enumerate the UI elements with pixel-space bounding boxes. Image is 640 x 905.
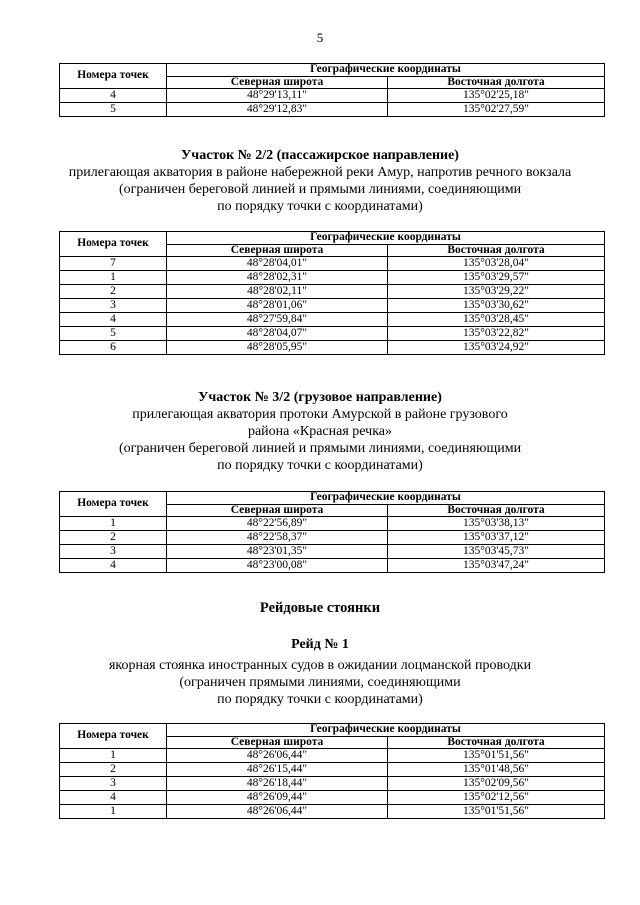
table-row bbox=[60, 327, 605, 341]
table-row bbox=[60, 531, 605, 545]
latitude-cell: 48°23'00,08" bbox=[167, 559, 388, 573]
longitude-cell: 135°03'28,45" bbox=[388, 313, 605, 327]
table-row bbox=[60, 103, 605, 117]
point-number-cell: 1 bbox=[60, 517, 167, 531]
coordinates-table-3 bbox=[59, 491, 605, 573]
point-number-cell: 4 bbox=[60, 791, 167, 805]
longitude-cell: 135°03'38,13" bbox=[388, 517, 605, 531]
section-3-line: (ограничен береговой линией и прямыми линиями, соединяющими bbox=[118, 441, 522, 456]
point-number-cell: 4 bbox=[60, 559, 167, 573]
longitude-cell: 135°01'51,56" bbox=[388, 805, 605, 819]
section-4-line: якорная стоянка иностранных судов в ожидании лоцманской проводки bbox=[108, 658, 532, 673]
latitude-cell: 48°26'09,44" bbox=[167, 791, 388, 805]
point-number-cell: 1 bbox=[60, 749, 167, 763]
section-3-line: по порядку точки с координатами) bbox=[217, 458, 423, 473]
header-latitude: Северная широта bbox=[167, 504, 388, 517]
longitude-cell: 135°02'12,56" bbox=[388, 791, 605, 805]
latitude-cell: 48°29'12,83" bbox=[167, 103, 388, 117]
page-number: 5 bbox=[316, 30, 324, 45]
table-row bbox=[60, 805, 605, 819]
latitude-cell: 48°28'05,95" bbox=[167, 341, 388, 355]
header-geo: Географические координаты bbox=[167, 724, 605, 737]
table-row bbox=[60, 749, 605, 763]
table-row bbox=[60, 285, 605, 299]
table-row bbox=[60, 545, 605, 559]
header-latitude: Северная широта bbox=[167, 736, 388, 749]
section-4-line: (ограничен прямыми линиями, соединяющими bbox=[179, 675, 461, 690]
header-geo: Географические координаты bbox=[167, 232, 605, 245]
table-row bbox=[60, 517, 605, 531]
latitude-cell: 48°26'15,44" bbox=[167, 763, 388, 777]
header-longitude: Восточная долгота bbox=[388, 244, 605, 257]
point-number-cell: 5 bbox=[60, 327, 167, 341]
table-row bbox=[60, 89, 605, 103]
section-2-line: прилегающая акватория в районе набережной реки Амур, напротив речного вокзала bbox=[68, 165, 572, 180]
table-row bbox=[60, 313, 605, 327]
header-latitude: Северная широта bbox=[167, 244, 388, 257]
section-4-title: Рейд № 1 bbox=[291, 637, 349, 652]
latitude-cell: 48°28'02,31" bbox=[167, 271, 388, 285]
section-2-title: Участок № 2/2 (пассажирское направление) bbox=[181, 148, 459, 163]
coordinates-table-4 bbox=[59, 723, 605, 819]
table-row bbox=[60, 341, 605, 355]
coordinates-table-1 bbox=[59, 63, 605, 117]
point-number-cell: 5 bbox=[60, 103, 167, 117]
longitude-cell: 135°03'30,62" bbox=[388, 299, 605, 313]
header-longitude: Восточная долгота bbox=[388, 736, 605, 749]
table-row bbox=[60, 777, 605, 791]
latitude-cell: 48°28'01,06" bbox=[167, 299, 388, 313]
header-geo: Географические координаты bbox=[167, 64, 605, 77]
header-points: Номера точек bbox=[60, 64, 167, 89]
header-points: Номера точек bbox=[60, 724, 167, 749]
latitude-cell: 48°26'18,44" bbox=[167, 777, 388, 791]
latitude-cell: 48°28'02,11" bbox=[167, 285, 388, 299]
table-row bbox=[60, 271, 605, 285]
header-points: Номера точек bbox=[60, 232, 167, 257]
point-number-cell: 1 bbox=[60, 271, 167, 285]
latitude-cell: 48°27'59,84" bbox=[167, 313, 388, 327]
point-number-cell: 2 bbox=[60, 763, 167, 777]
section-2-description bbox=[0, 147, 640, 215]
latitude-cell: 48°28'04,01" bbox=[167, 257, 388, 271]
table-row bbox=[60, 763, 605, 777]
section-4-line: по порядку точки с координатами) bbox=[217, 692, 423, 707]
longitude-cell: 135°01'48,56" bbox=[388, 763, 605, 777]
point-number-cell: 2 bbox=[60, 285, 167, 299]
header-longitude: Восточная долгота bbox=[388, 504, 605, 517]
longitude-cell: 135°02'09,56" bbox=[388, 777, 605, 791]
longitude-cell: 135°03'28,04" bbox=[388, 257, 605, 271]
section-3-description bbox=[0, 389, 640, 474]
latitude-cell: 48°26'06,44" bbox=[167, 805, 388, 819]
section-3-line: прилегающая акватория протоки Амурской в районе грузового bbox=[132, 407, 508, 422]
header-points: Номера точек bbox=[60, 492, 167, 517]
point-number-cell: 3 bbox=[60, 545, 167, 559]
point-number-cell: 4 bbox=[60, 89, 167, 103]
latitude-cell: 48°26'06,44" bbox=[167, 749, 388, 763]
latitude-cell: 48°22'58,37" bbox=[167, 531, 388, 545]
point-number-cell: 1 bbox=[60, 805, 167, 819]
longitude-cell: 135°03'37,12" bbox=[388, 531, 605, 545]
longitude-cell: 135°03'45,73" bbox=[388, 545, 605, 559]
table-row bbox=[60, 299, 605, 313]
latitude-cell: 48°28'04,07" bbox=[167, 327, 388, 341]
latitude-cell: 48°29'13,11" bbox=[167, 89, 388, 103]
section-3-title: Участок № 3/2 (грузовое направление) bbox=[198, 390, 442, 405]
section-2-line: по порядку точки с координатами) bbox=[217, 199, 423, 214]
latitude-cell: 48°22'56,89" bbox=[167, 517, 388, 531]
longitude-cell: 135°03'29,57" bbox=[388, 271, 605, 285]
point-number-cell: 2 bbox=[60, 531, 167, 545]
roadsteads-heading: Рейдовые стоянки bbox=[259, 600, 381, 616]
longitude-cell: 135°02'25,18" bbox=[388, 89, 605, 103]
table-row bbox=[60, 559, 605, 573]
section-4-description bbox=[0, 636, 640, 708]
coordinates-table-2 bbox=[59, 231, 605, 355]
point-number-cell: 6 bbox=[60, 341, 167, 355]
table-row bbox=[60, 791, 605, 805]
longitude-cell: 135°02'27,59" bbox=[388, 103, 605, 117]
longitude-cell: 135°03'22,82" bbox=[388, 327, 605, 341]
longitude-cell: 135°03'29,22" bbox=[388, 285, 605, 299]
header-longitude: Восточная долгота bbox=[388, 76, 605, 89]
point-number-cell: 7 bbox=[60, 257, 167, 271]
longitude-cell: 135°03'47,24" bbox=[388, 559, 605, 573]
point-number-cell: 3 bbox=[60, 777, 167, 791]
point-number-cell: 3 bbox=[60, 299, 167, 313]
section-2-line: (ограничен береговой линией и прямыми линиями, соединяющими bbox=[118, 182, 522, 197]
latitude-cell: 48°23'01,35" bbox=[167, 545, 388, 559]
table-row bbox=[60, 257, 605, 271]
point-number-cell: 4 bbox=[60, 313, 167, 327]
section-3-line: района «Красная речка» bbox=[247, 424, 393, 439]
longitude-cell: 135°01'51,56" bbox=[388, 749, 605, 763]
longitude-cell: 135°03'24,92" bbox=[388, 341, 605, 355]
header-geo: Географические координаты bbox=[167, 492, 605, 505]
header-latitude: Северная широта bbox=[167, 76, 388, 89]
